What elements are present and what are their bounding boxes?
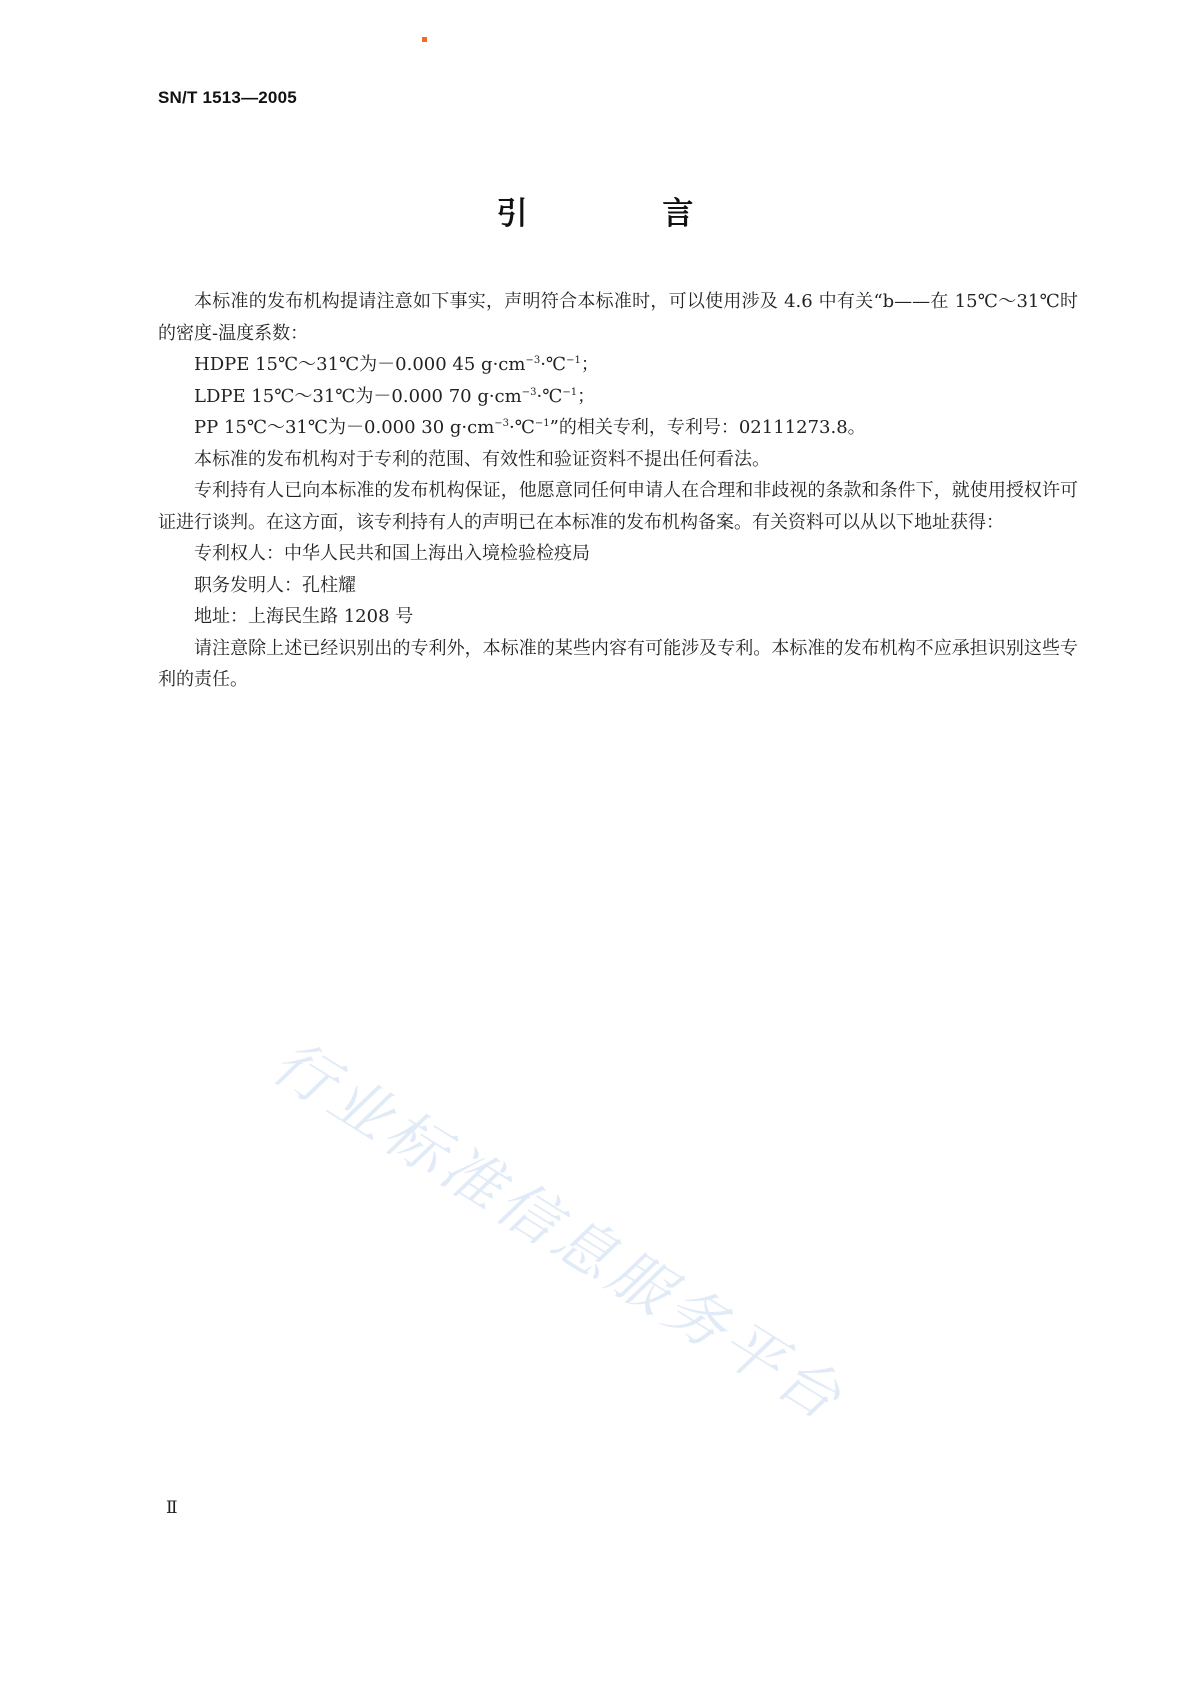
paragraph-other-patents: 请注意除上述已经识别出的专利外，本标准的某些内容有可能涉及专利。本标准的发布机构不应承担识别这些专利的责任。 bbox=[158, 637, 1078, 690]
paragraph-ldpe bbox=[158, 381, 1078, 413]
paragraph-hdpe bbox=[158, 349, 1078, 381]
ldpe-exponent-celsius: −1 bbox=[562, 386, 578, 398]
paragraph-pp bbox=[158, 412, 1078, 444]
pp-unit: ·℃ bbox=[509, 417, 535, 438]
ldpe-unit: ·℃ bbox=[536, 385, 563, 407]
paragraph-inventor: 职务发明人：孔柱耀 bbox=[194, 574, 356, 596]
paragraph-no-opinion: 本标准的发布机构对于专利的范围、有效性和验证资料不提出任何看法。 bbox=[194, 448, 770, 470]
hdpe-unit: ·℃ bbox=[540, 354, 567, 375]
pp-end: ”的相关专利，专利号：02111273.8。 bbox=[549, 417, 866, 438]
paragraph-address: 地址：上海民生路 1208 号 bbox=[194, 606, 414, 627]
hdpe-exponent-celsius: −1 bbox=[566, 355, 581, 366]
pp-exponent-celsius: −1 bbox=[534, 418, 550, 429]
page-title: 引 言 bbox=[496, 196, 756, 232]
hdpe-end: ； bbox=[580, 354, 599, 375]
ldpe-end: ； bbox=[577, 385, 596, 407]
document-body bbox=[158, 286, 1078, 696]
watermark: 行业标准信息服务平台 bbox=[260, 1027, 857, 1437]
pp-exponent-cm: −3 bbox=[494, 418, 510, 429]
ldpe-exponent-cm: −3 bbox=[521, 386, 537, 398]
standard-number: SN/T 1513—2005 bbox=[158, 88, 297, 107]
pp-text: PP 15℃～31℃为－0.000 30 g·cm bbox=[194, 417, 495, 438]
hdpe-text: HDPE 15℃～31℃为－0.000 45 g·cm bbox=[194, 354, 526, 375]
orange-mark bbox=[422, 37, 427, 42]
paragraph-patentee: 专利权人：中华人民共和国上海出入境检验检疫局 bbox=[194, 543, 590, 564]
page-number: Ⅱ bbox=[166, 1498, 178, 1518]
ldpe-text: LDPE 15℃～31℃为－0.000 70 g·cm bbox=[194, 385, 522, 407]
paragraph-patent-notice: 本标准的发布机构提请注意如下事实，声明符合本标准时，可以使用涉及 4.6 中有关“b——在 15℃～31℃时的密度-温度系数： bbox=[158, 291, 1078, 344]
hdpe-exponent-cm: −3 bbox=[525, 355, 541, 366]
paragraph-holder-assurance: 专利持有人已向本标准的发布机构保证，他愿意同任何申请人在合理和非歧视的条款和条件下，就使用授权许可证进行谈判。在这方面，该专利持有人的声明已在本标准的发布机构备案。有关资料可以从以下地址获得： bbox=[158, 480, 1078, 533]
